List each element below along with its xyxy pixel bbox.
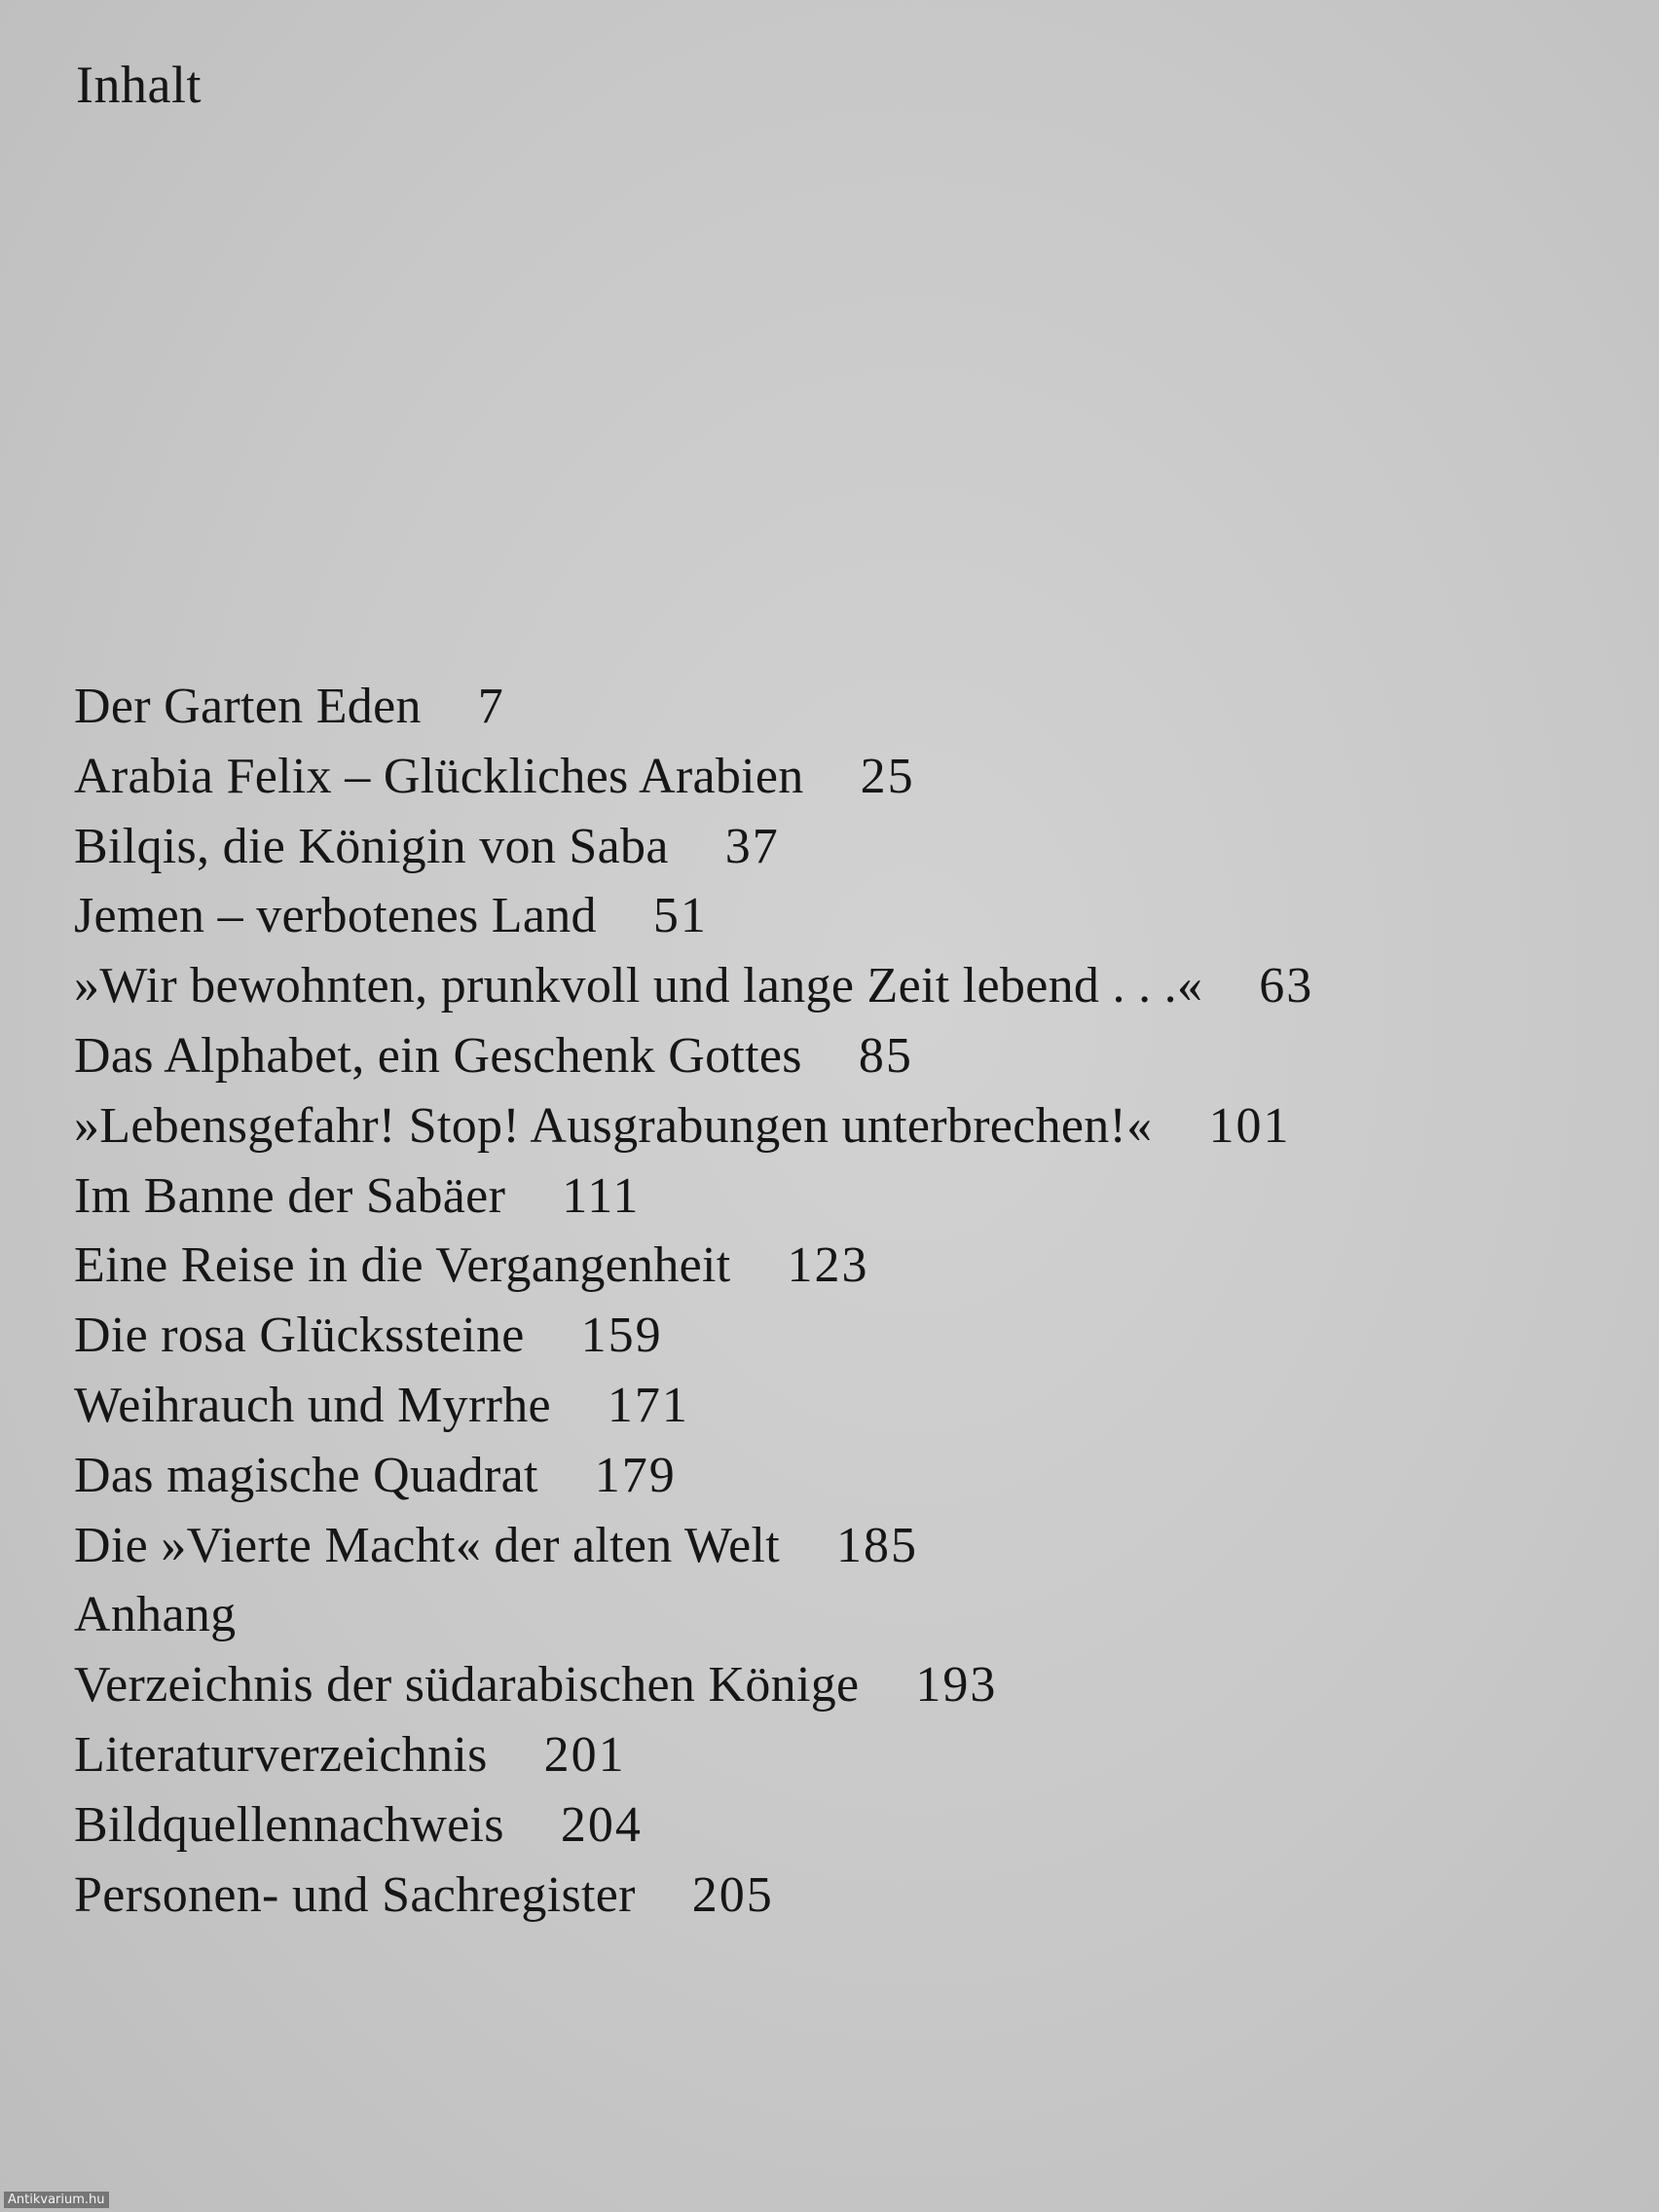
toc-entry [74, 1021, 1534, 1091]
toc-entry-title: Bilqis, die Königin von Saba [74, 818, 669, 874]
toc-entry-page: 101 [1208, 1097, 1291, 1154]
toc-entry-title: Die »Vierte Macht« der alten Welt [74, 1517, 781, 1573]
toc-entry-page: 185 [836, 1517, 919, 1573]
toc-entry [74, 1231, 1534, 1301]
toc-entry-page: 171 [607, 1377, 689, 1433]
toc-entry [74, 672, 1534, 742]
toc-entry-title: Bildquellennachweis [74, 1796, 504, 1853]
toc-entry [74, 1861, 1534, 1931]
toc-entry-title: Literaturverzeichnis [74, 1726, 488, 1783]
toc-entry-page: 37 [724, 818, 780, 874]
toc-entry-title: Der Garten Eden [74, 679, 422, 734]
toc-entry-title: Weihrauch und Myrrhe [74, 1377, 551, 1433]
toc-entry-page: 205 [691, 1866, 774, 1923]
toc-entry [74, 742, 1534, 812]
toc-entry-title: Jemen – verbotenes Land [74, 888, 597, 944]
toc-entry-title: Arabia Felix – Glückliches Arabien [74, 748, 804, 804]
toc-entry [74, 812, 1534, 882]
toc-entry-page: 179 [594, 1447, 677, 1503]
toc-entry-page: 7 [477, 679, 505, 734]
toc-entry [74, 951, 1534, 1021]
toc-entry-title: Anhang [74, 1587, 237, 1643]
toc-entry [74, 1790, 1534, 1861]
toc-entry [74, 1511, 1534, 1581]
toc-entry-title: Das magische Quadrat [74, 1447, 538, 1503]
toc-entry [74, 1720, 1534, 1790]
toc-entry-page: 204 [560, 1796, 643, 1853]
toc-entry [74, 1371, 1534, 1441]
toc-entry-page: 159 [580, 1308, 663, 1364]
toc-entry-page: 25 [860, 748, 915, 804]
toc-entry-page: 201 [543, 1726, 626, 1783]
toc-entry-title: »Wir bewohnten, prunkvoll und lange Zeit lebend . . .« [74, 958, 1203, 1014]
toc-entry-page: 63 [1259, 958, 1314, 1014]
toc-entry [74, 1091, 1534, 1161]
toc-entry-title: Im Banne der Sabäer [74, 1167, 506, 1224]
toc-entry-title: Eine Reise in die Vergangenheit [74, 1237, 731, 1294]
toc-entry [74, 1650, 1534, 1720]
toc-entry [74, 1301, 1534, 1371]
toc-entry-page: 193 [915, 1657, 998, 1714]
toc-entry [74, 881, 1534, 951]
toc-section-heading [74, 1580, 1534, 1650]
toc-entry-page: 111 [562, 1167, 641, 1224]
toc-entry-page: 51 [652, 888, 708, 944]
watermark: Antikvarium.hu [4, 2192, 109, 2208]
toc-entry-title: Das Alphabet, ein Geschenk Gottes [74, 1027, 802, 1084]
toc-entry [74, 1161, 1534, 1232]
toc-entry-title: »Lebensgefahr! Stop! Ausgrabungen unterbrechen!« [74, 1097, 1153, 1154]
table-of-contents [74, 672, 1534, 1930]
toc-entry-title: Verzeichnis der südarabischen Könige [74, 1657, 860, 1714]
toc-entry-page: 85 [858, 1027, 913, 1084]
page-title: Inhalt [76, 55, 202, 114]
toc-entry-page: 123 [787, 1237, 869, 1294]
toc-entry-title: Die rosa Glückssteine [74, 1308, 525, 1364]
toc-entry-title: Personen- und Sachregister [74, 1866, 636, 1923]
toc-entry [74, 1441, 1534, 1511]
